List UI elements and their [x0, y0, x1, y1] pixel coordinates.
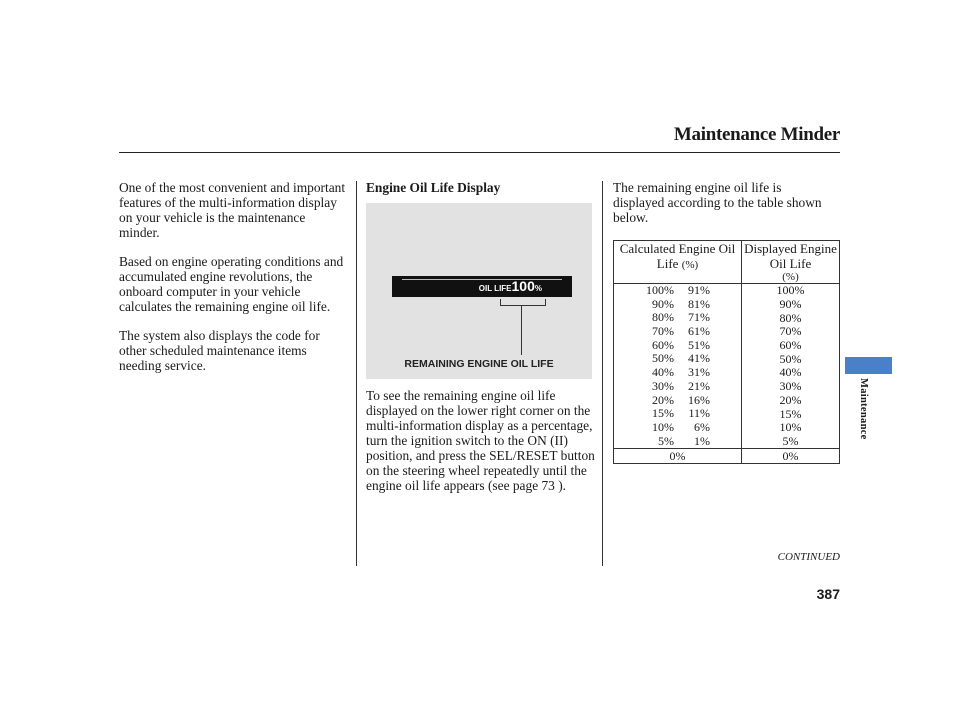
header-calculated	[614, 241, 742, 284]
section-heading: Engine Oil Life Display	[366, 180, 501, 195]
range-to: 91%	[688, 283, 710, 297]
range-to: 71%	[688, 310, 710, 325]
displayed-value-cell: 40%	[742, 366, 840, 380]
table-row	[614, 339, 840, 353]
calculated-range-cell	[614, 380, 742, 394]
range-from: 20%	[652, 392, 674, 407]
table-row	[614, 421, 840, 435]
display-column	[366, 180, 594, 195]
calculated-range-cell	[614, 325, 742, 339]
range-to: 1%	[694, 433, 710, 448]
range-from: 40%	[652, 365, 674, 380]
multi-info-display	[392, 276, 572, 297]
intro-paragraph-2: Based on engine operating conditions and accumulated engine revolutions, the onboard computer in your vehicle calculates the remaining engine oil life.	[119, 254, 344, 314]
range-from: 100%	[646, 283, 674, 297]
oil-life-table	[613, 240, 840, 464]
intro-column	[119, 180, 349, 387]
calculated-range-cell	[614, 352, 742, 366]
range-from: 30%	[652, 378, 674, 393]
range-to: 11%	[688, 406, 710, 421]
table-row	[614, 435, 840, 449]
display-value: 100	[511, 278, 535, 294]
column-divider-left	[356, 181, 357, 566]
title-rule	[119, 152, 840, 153]
range-to: 41%	[688, 351, 710, 366]
section-tab	[845, 357, 892, 374]
range-from: 80%	[652, 310, 674, 325]
page-number: 387	[816, 586, 840, 602]
displayed-value-cell: 70%	[742, 325, 840, 339]
displayed-value-cell: 10%	[742, 421, 840, 435]
continued-note: CONTINUED	[777, 551, 840, 563]
table-row	[614, 298, 840, 312]
display-unit: %	[534, 284, 542, 293]
range-from: 15%	[652, 406, 674, 421]
table-row	[614, 325, 840, 339]
page-title: Maintenance Minder	[673, 124, 840, 145]
table-row	[614, 407, 840, 421]
range-to: 51%	[688, 337, 710, 352]
range-to: 61%	[688, 324, 710, 339]
range-to: 21%	[688, 378, 710, 393]
calculated-range-cell	[614, 421, 742, 435]
calculated-range-cell	[614, 298, 742, 312]
calculated-range-cell	[614, 311, 742, 325]
side-section-label: Maintenance	[858, 378, 869, 440]
range-from: 10%	[652, 419, 674, 434]
oil-life-figure	[366, 203, 592, 379]
display-instructions: To see the remaining engine oil life displayed on the lower right corner on the multi-information display as a percentage, turn the ignition switch to the ON (II) position, and press the SEL/RESET button on the steering wheel repeatedly until the engine oil life appears (see page 73 ).	[366, 388, 595, 493]
table-body	[614, 284, 840, 464]
range-to: 81%	[688, 296, 710, 311]
calculated-range-cell	[614, 284, 742, 298]
display-readout	[479, 278, 542, 296]
figure-caption: REMAINING ENGINE OIL LIFE	[404, 358, 554, 370]
range-to: 6%	[694, 419, 710, 434]
table-intro: The remaining engine oil life is displayed according to the table shown below.	[613, 180, 822, 225]
displayed-value-cell: 100%	[742, 284, 840, 298]
range-from: 60%	[652, 337, 674, 352]
table-row	[614, 449, 840, 464]
callout-leader-line	[521, 306, 522, 355]
displayed-value-cell: 5%	[742, 435, 840, 449]
displayed-value-cell: 30%	[742, 380, 840, 394]
range-to: 16%	[688, 392, 710, 407]
range-from: 90%	[652, 296, 674, 311]
calculated-range-cell	[614, 394, 742, 408]
range-to: 31%	[688, 365, 710, 380]
header-calculated-text: Calculated Engine Oil Life	[619, 241, 736, 271]
callout-bracket	[500, 299, 546, 306]
calculated-range-cell	[614, 435, 742, 449]
table-row	[614, 366, 840, 380]
table-row	[614, 394, 840, 408]
table-row	[614, 380, 840, 394]
intro-paragraph-1: One of the most convenient and important features of the multi-information display on your vehicle is the maintenance minder.	[119, 180, 346, 240]
displayed-value-cell: 0%	[742, 449, 840, 464]
header-displayed-unit: (%)	[782, 271, 799, 283]
displayed-value-cell: 15%	[742, 407, 840, 421]
range-from: 5%	[658, 433, 674, 448]
intro-paragraph-3: The system also displays the code for other scheduled maintenance items needing service.	[119, 328, 320, 373]
calculated-range-cell	[614, 449, 742, 464]
calculated-range-cell	[614, 407, 742, 421]
displayed-value-cell: 50%	[742, 352, 840, 366]
table-row	[614, 311, 840, 325]
table-row	[614, 284, 840, 298]
display-label: OIL LIFE	[478, 284, 512, 293]
header-displayed	[742, 241, 840, 284]
range-from: 50%	[652, 351, 674, 366]
displayed-value-cell: 90%	[742, 298, 840, 312]
header-displayed-text: Displayed Engine Oil Life	[744, 241, 837, 271]
header-calculated-unit: (%)	[681, 259, 699, 271]
calculated-range-cell	[614, 339, 742, 353]
range-from: 70%	[652, 324, 674, 339]
range-zero: 0%	[669, 448, 686, 463]
column-divider-right	[602, 181, 603, 566]
displayed-value-cell: 20%	[742, 394, 840, 408]
displayed-value-cell: 60%	[742, 339, 840, 353]
table-row	[614, 352, 840, 366]
calculated-range-cell	[614, 366, 742, 380]
displayed-value-cell: 80%	[742, 311, 840, 325]
